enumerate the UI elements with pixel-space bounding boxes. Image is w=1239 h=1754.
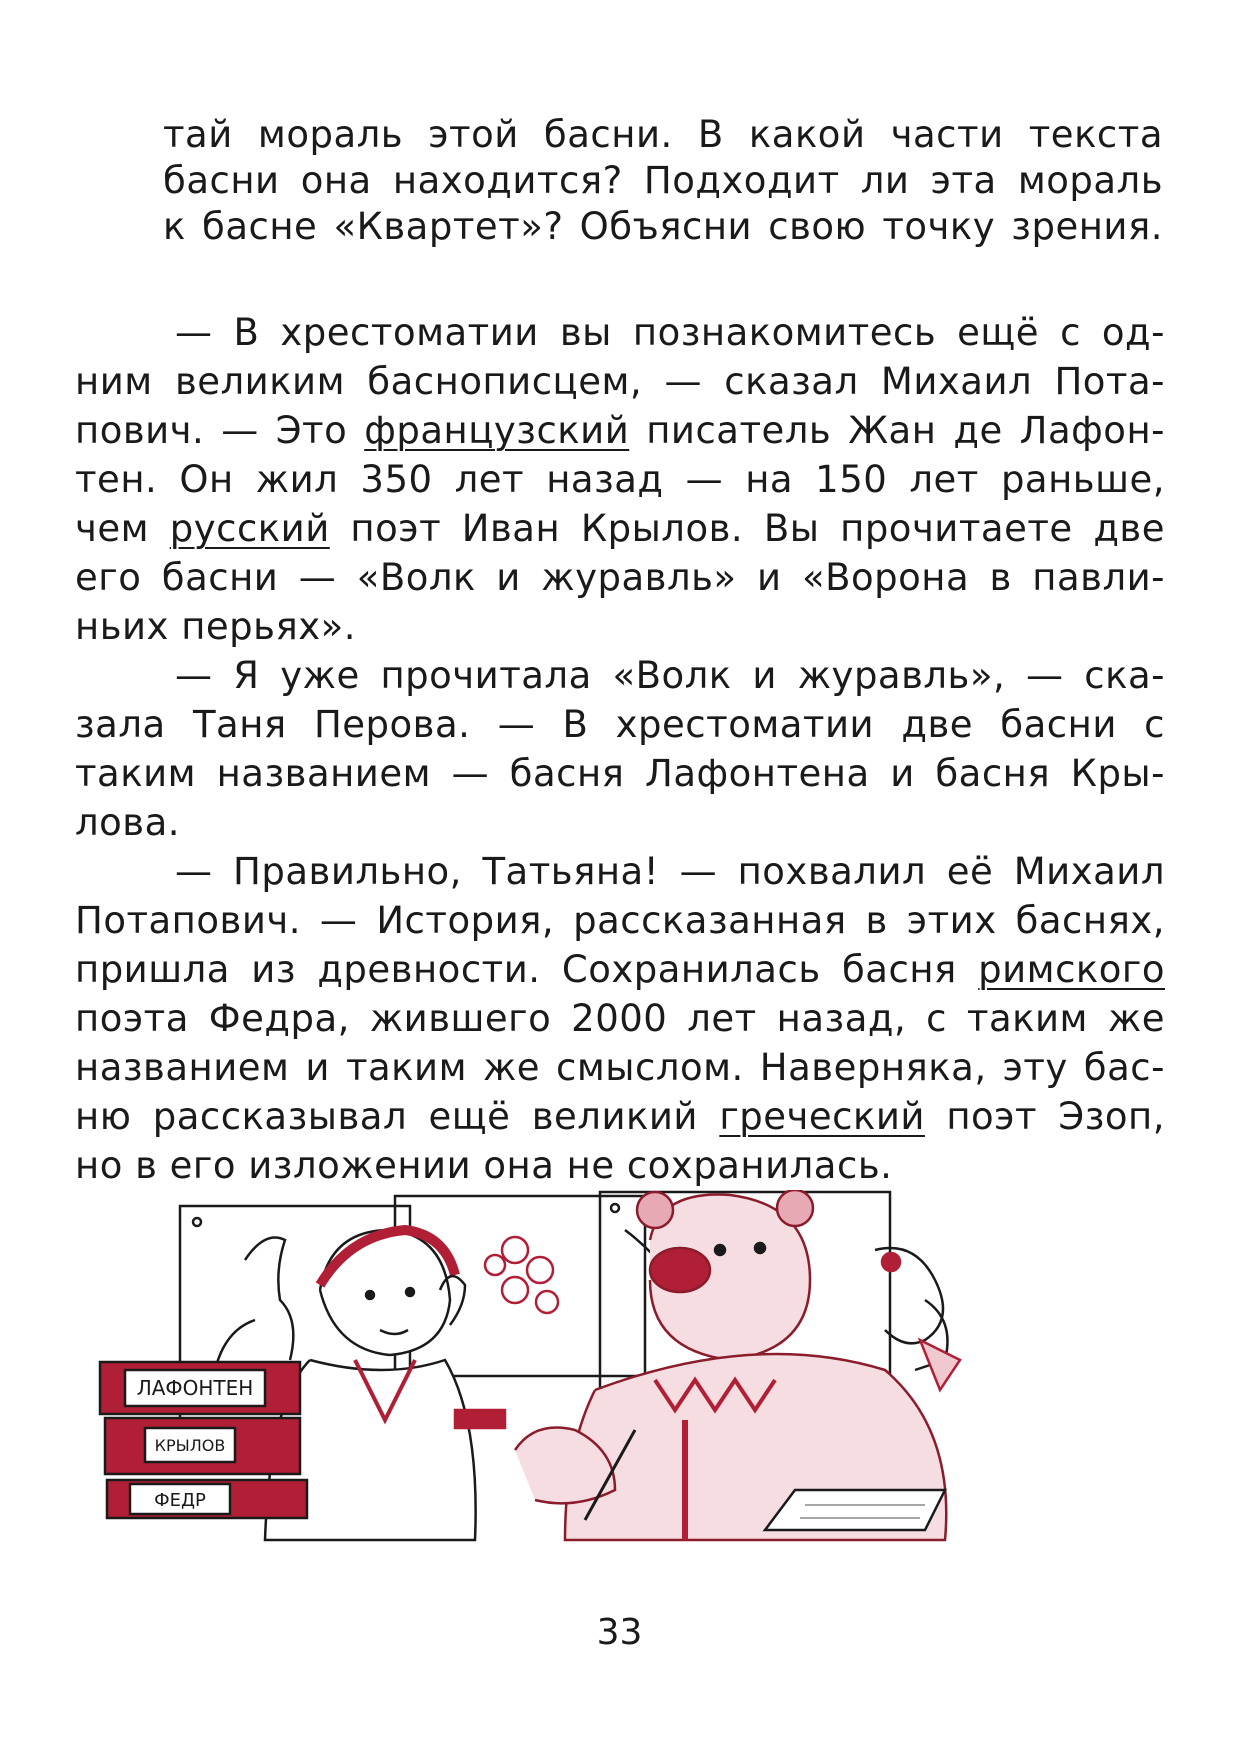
paragraph-3-line: Потапович. — История, рассказанная в этих баснях, xyxy=(75,899,1165,942)
bear-teacher-figure xyxy=(515,1190,946,1540)
task-line: басни она находится? Подходит ли эта мораль xyxy=(163,159,1163,202)
paragraph-3-line: поэта Федра, жившего 2000 лет назад, с таким же xyxy=(75,997,1165,1040)
classroom-illustration xyxy=(95,1190,1145,1550)
page-number: 33 xyxy=(596,1612,643,1653)
paragraph-3-line: но в его изложении она не сохранилась. xyxy=(75,1144,893,1187)
paragraph-1-line: ньих перьях». xyxy=(75,605,357,648)
paragraph-3-line: названием и таким же смыслом. Наверняка, эту бас- xyxy=(75,1046,1165,1089)
task-text xyxy=(163,112,1163,250)
book-title-fedr: ФЕДР xyxy=(154,1490,206,1511)
paragraph-1-line: чем русский поэт Иван Крылов. Вы прочитаете две xyxy=(75,507,1165,550)
paragraph-2-line: зала Таня Перова. — В хрестоматии две басни с xyxy=(75,703,1165,746)
underlined-word-russian: русский xyxy=(169,507,330,550)
paragraph-2-line: лова. xyxy=(75,801,181,844)
paragraph-1-line: тен. Он жил 350 лет назад — на 150 лет раньше, xyxy=(75,458,1165,501)
task-line: к басне «Квартет»? Объясни свою точку зрения. xyxy=(163,205,1163,248)
paragraph-3-line: пришла из древности. Сохранилась басня римского xyxy=(75,948,1165,991)
book-title-lafontaine: ЛАФОНТЕН xyxy=(136,1376,254,1400)
underlined-word-french: французский xyxy=(364,409,630,452)
paragraph-1-line: пович. — Это французский писатель Жан де Лафон- xyxy=(75,409,1165,452)
paragraph-2-line: — Я уже прочитала «Волк и журавль», — ска- xyxy=(175,654,1165,697)
paragraph-1-line: ним великим баснописцем, — сказал Михаил Пота- xyxy=(75,360,1165,403)
task-line: тай мораль этой басни. В какой части текста xyxy=(163,113,1163,156)
paragraph-2-line: таким названием — басня Лафонтена и басня Кры- xyxy=(75,752,1165,795)
paragraph-1-line: его басни — «Волк и журавль» и «Ворона в павли- xyxy=(75,556,1165,599)
story-text xyxy=(75,308,1165,1190)
paragraph-1-line: — В хрестоматии вы познакомитесь ещё с од- xyxy=(175,311,1165,354)
paragraph-3-line: ню рассказывал ещё великий греческий поэт Эзоп, xyxy=(75,1095,1165,1138)
underlined-word-greek: греческий xyxy=(719,1095,925,1138)
underlined-word-roman: римского xyxy=(978,948,1165,991)
paragraph-3-line: — Правильно, Татьяна! — похвалил её Михаил xyxy=(175,850,1165,893)
book-title-krylov: КРЫЛОВ xyxy=(154,1436,226,1455)
